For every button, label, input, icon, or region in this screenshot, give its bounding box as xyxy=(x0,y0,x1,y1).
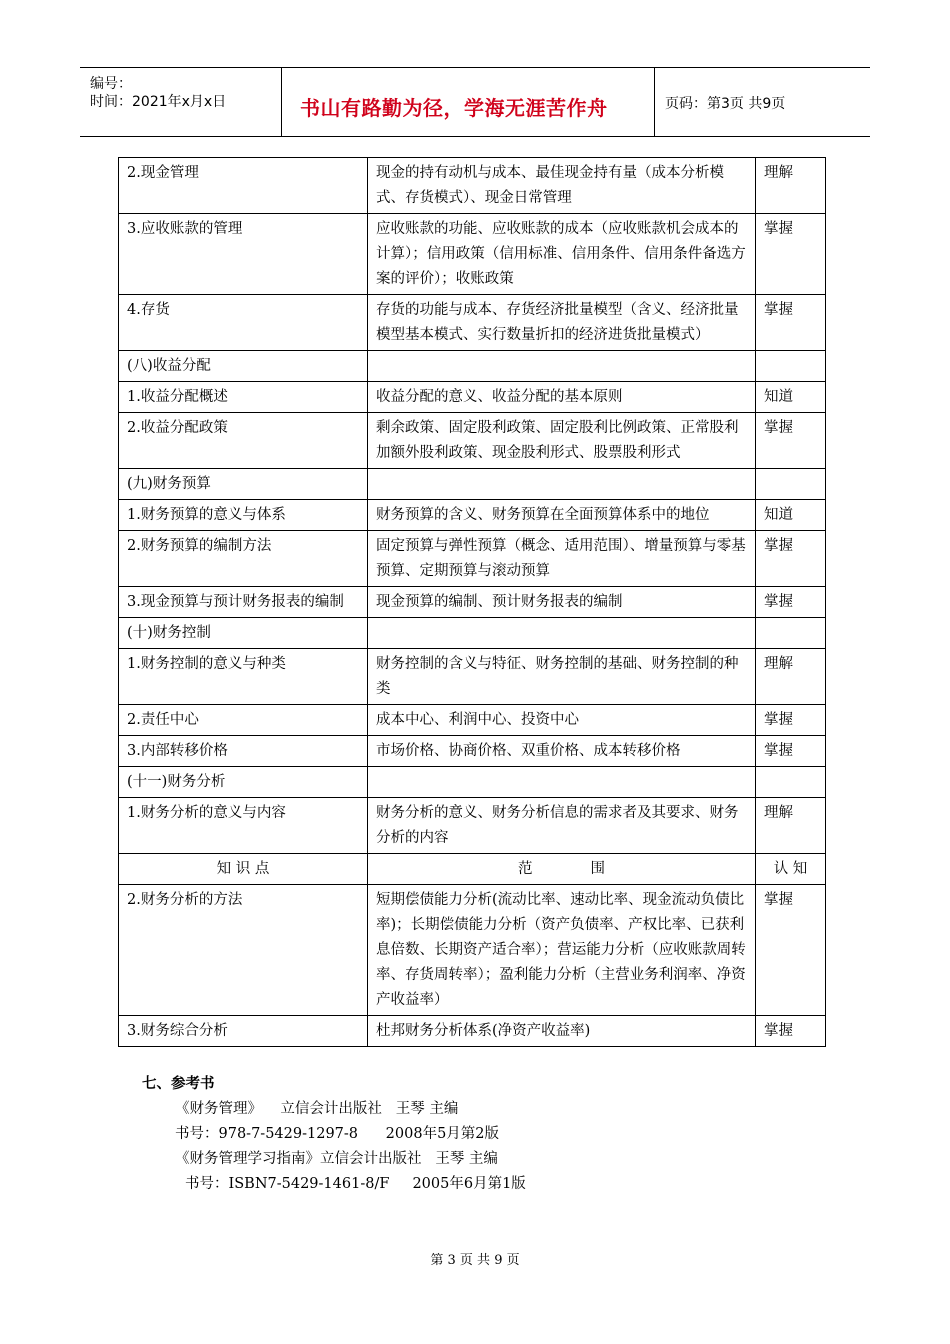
knowledge-point-cell: (九)财务预算 xyxy=(119,469,368,500)
cognition-level-cell xyxy=(756,351,826,382)
table-row xyxy=(119,885,826,1016)
table-row xyxy=(119,351,826,382)
table-row xyxy=(119,587,826,618)
cognition-level-cell: 知道 xyxy=(756,500,826,531)
scope-cell: 财务分析的意义、财务分析信息的需求者及其要求、财务分析的内容 xyxy=(368,798,756,854)
scope-cell: 现金预算的编制、预计财务报表的编制 xyxy=(368,587,756,618)
table-row xyxy=(119,214,826,295)
table-row xyxy=(119,705,826,736)
cognition-level-cell: 掌握 xyxy=(756,885,826,1016)
scope-cell: 现金的持有动机与成本、最佳现金持有量（成本分析模式、存货模式）、现金日常管理 xyxy=(368,158,756,214)
knowledge-point-cell: 2.现金管理 xyxy=(119,158,368,214)
knowledge-point-cell: 1.财务预算的意义与体系 xyxy=(119,500,368,531)
scope-cell: 固定预算与弹性预算（概念、适用范围）、增量预算与零基预算、定期预算与滚动预算 xyxy=(368,531,756,587)
cognition-level-cell: 认 知 xyxy=(756,854,826,885)
page-footer: 第 3 页 共 9 页 xyxy=(430,1253,520,1268)
references-heading: 七、参考书 xyxy=(142,1076,215,1092)
knowledge-point-cell: 1.财务控制的意义与种类 xyxy=(119,649,368,705)
table-row xyxy=(119,469,826,500)
table-row xyxy=(119,295,826,351)
knowledge-point-cell: 2.收益分配政策 xyxy=(119,413,368,469)
knowledge-point-cell: 3.内部转移价格 xyxy=(119,736,368,767)
knowledge-point-cell: 2.财务预算的编制方法 xyxy=(119,531,368,587)
scope-cell xyxy=(368,618,756,649)
scope-cell: 范 围 xyxy=(368,854,756,885)
cognition-level-cell: 掌握 xyxy=(756,295,826,351)
scope-cell: 存货的功能与成本、存货经济批量模型（含义、经济批量模型基本模式、实行数量折扣的经济进货批量模式） xyxy=(368,295,756,351)
cognition-level-cell: 掌握 xyxy=(756,531,826,587)
cognition-level-cell: 理解 xyxy=(756,798,826,854)
scope-cell: 成本中心、利润中心、投资中心 xyxy=(368,705,756,736)
knowledge-point-cell: 2.财务分析的方法 xyxy=(119,885,368,1016)
page-header xyxy=(80,67,870,137)
syllabus-table xyxy=(118,157,826,1047)
table-row xyxy=(119,158,826,214)
scope-cell: 收益分配的意义、收益分配的基本原则 xyxy=(368,382,756,413)
knowledge-point-cell: 3.现金预算与预计财务报表的编制 xyxy=(119,587,368,618)
table-row xyxy=(119,798,826,854)
cognition-level-cell: 掌握 xyxy=(756,705,826,736)
cognition-level-cell: 知道 xyxy=(756,382,826,413)
cognition-level-cell: 掌握 xyxy=(756,1016,826,1047)
cognition-level-cell xyxy=(756,469,826,500)
knowledge-point-cell: (八)收益分配 xyxy=(119,351,368,382)
scope-cell: 应收账款的功能、应收账款的成本（应收账款机会成本的计算）；信用政策（信用标准、信用条件、信用条件备选方案的评价）；收账政策 xyxy=(368,214,756,295)
knowledge-point-cell: 知 识 点 xyxy=(119,854,368,885)
scope-cell xyxy=(368,767,756,798)
scope-cell: 短期偿债能力分析(流动比率、速动比率、现金流动负债比率)；长期偿债能力分析（资产负债率、产权比率、已获利息倍数、长期资产适合率）；营运能力分析（应收账款周转率、存货周转率）；盈利能力分析（主营业务利润率、净资产收益率） xyxy=(368,885,756,1016)
header-meta xyxy=(80,68,282,136)
table-row xyxy=(119,618,826,649)
scope-cell: 财务预算的含义、财务预算在全面预算体系中的地位 xyxy=(368,500,756,531)
knowledge-point-cell: 2.责任中心 xyxy=(119,705,368,736)
cognition-level-cell: 掌握 xyxy=(756,413,826,469)
document-time-label: 时间：2021年x月x日 xyxy=(90,94,227,110)
reference-book-1: 《财务管理》 立信会计出版社 王琴 主编 xyxy=(175,1101,459,1117)
header-page-label: 页码：第3页 共9页 xyxy=(665,96,786,112)
table-row xyxy=(119,413,826,469)
table-header-row xyxy=(119,854,826,885)
cognition-level-cell: 掌握 xyxy=(756,587,826,618)
knowledge-point-cell: 1.财务分析的意义与内容 xyxy=(119,798,368,854)
knowledge-point-cell: 1.收益分配概述 xyxy=(119,382,368,413)
reference-book-2: 《财务管理学习指南》立信会计出版社 王琴 主编 xyxy=(175,1151,498,1167)
cognition-level-cell: 理解 xyxy=(756,158,826,214)
scope-cell: 财务控制的含义与特征、财务控制的基础、财务控制的种类 xyxy=(368,649,756,705)
scope-cell xyxy=(368,351,756,382)
cognition-level-cell: 掌握 xyxy=(756,214,826,295)
knowledge-point-cell: 4.存货 xyxy=(119,295,368,351)
header-motto-cell xyxy=(282,68,655,136)
header-motto: 书山有路勤为径，学海无涯苦作舟 xyxy=(300,96,608,120)
reference-book-1-isbn: 书号：978-7-5429-1297-8 2008年5月第2版 xyxy=(175,1126,500,1142)
knowledge-point-cell: 3.应收账款的管理 xyxy=(119,214,368,295)
table-row xyxy=(119,767,826,798)
knowledge-point-cell: (十)财务控制 xyxy=(119,618,368,649)
table-row xyxy=(119,1016,826,1047)
scope-cell xyxy=(368,469,756,500)
scope-cell: 杜邦财务分析体系(净资产收益率) xyxy=(368,1016,756,1047)
references-section xyxy=(142,1072,526,1197)
document-number-label: 编号： xyxy=(90,76,132,92)
scope-cell: 剩余政策、固定股利政策、固定股利比例政策、正常股利加额外股利政策、现金股利形式、股票股利形式 xyxy=(368,413,756,469)
table-row xyxy=(119,500,826,531)
cognition-level-cell: 掌握 xyxy=(756,736,826,767)
knowledge-point-cell: (十一)财务分析 xyxy=(119,767,368,798)
table-row xyxy=(119,736,826,767)
syllabus-table-body xyxy=(119,158,826,1047)
cognition-level-cell xyxy=(756,618,826,649)
cognition-level-cell: 理解 xyxy=(756,649,826,705)
knowledge-point-cell: 3.财务综合分析 xyxy=(119,1016,368,1047)
table-row xyxy=(119,382,826,413)
table-row xyxy=(119,649,826,705)
reference-book-2-isbn: 书号：ISBN7-5429-1461-8/F 2005年6月第1版 xyxy=(185,1176,526,1192)
table-row xyxy=(119,531,826,587)
scope-cell: 市场价格、协商价格、双重价格、成本转移价格 xyxy=(368,736,756,767)
cognition-level-cell xyxy=(756,767,826,798)
